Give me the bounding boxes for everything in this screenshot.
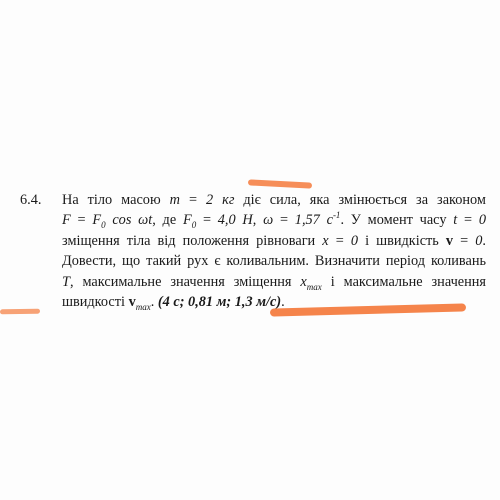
problem-text [62, 190, 486, 312]
problem-line-5: T, максимальне значення зміщення $x_{max}$ і максимальне значення [62, 273, 487, 292]
highlighter-stroke [248, 179, 312, 188]
problem-line-2: $F = F_0$ cos ωt, де $F_0 = 4,0$ Н, ω = 1,57 $с^{-1}$. У момент часу t = 0 [62, 210, 486, 231]
problem-line-1: На тіло масою m = 2 кг діє сила, яка змінюється за законом [62, 192, 486, 208]
problem-line-6: швидкості $v_{max}$. (4 с; 0,81 м; 1,3 м/с). [62, 294, 285, 312]
highlighter-stroke-left [0, 309, 40, 315]
problem-number: 6.4. [20, 192, 42, 208]
problem-line-4: Довести, що такий рух є коливальним. Визначити період коливань [62, 253, 486, 270]
problem-line-3: зміщення тіла від положення рівноваги x = 0 і швидкість v = 0. [62, 232, 486, 249]
